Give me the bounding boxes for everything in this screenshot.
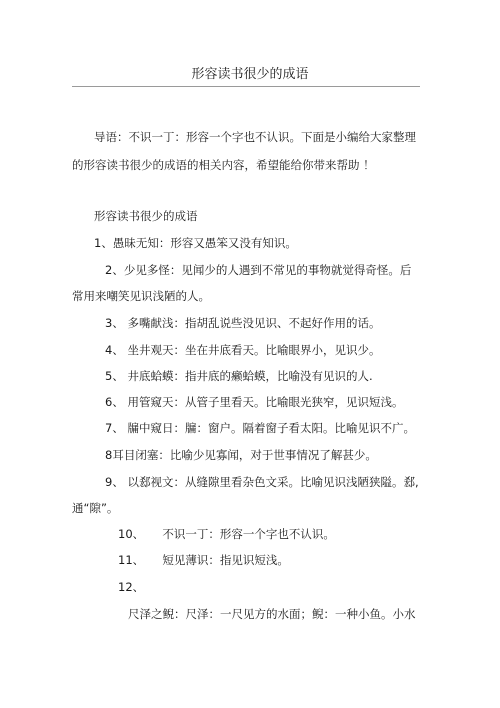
- section-heading: 形容读书很少的成语: [94, 209, 198, 223]
- list-item: 9、 以郄视文：从缝隙里看杂色文采。比喻见识浅陋狭隘。郄,: [105, 475, 419, 489]
- list-item: 尺泽之鲵：尺泽：一尺见方的水面；鲵：一种小鱼。小水: [128, 607, 416, 621]
- list-item-continuation: 常用来嘲笑见识浅陋的人。: [72, 289, 210, 303]
- document-title: 形容读书很少的成语: [191, 67, 309, 82]
- list-item: 3、 多嘴献浅：指胡乱说些没见识、不起好作用的话。: [105, 316, 381, 330]
- list-item: 5、 井底蛤蟆：指井底的癞蛤蟆，比喻没有见识的人.: [105, 369, 373, 383]
- list-item: 1、愚昧无知：形容又愚笨又没有知识。: [94, 236, 297, 250]
- list-item: 2、少见多怪：见闻少的人遇到不常见的事物就觉得奇怪。后: [105, 263, 412, 277]
- list-item: 10、 不识一丁：形容一个字也不认识。: [118, 527, 335, 541]
- list-item-continuation: 通“隙”。: [72, 501, 119, 515]
- list-item: 4、 坐井观天：坐在井底看天。比喻眼界小，见识少。: [105, 343, 381, 357]
- list-item: 8耳目闭塞：比喻少见寡闻，对于世事情况了解甚少。: [105, 448, 377, 462]
- title-divider: [72, 86, 420, 87]
- list-item: 11、 短见薄识：指见识短浅。: [118, 553, 289, 567]
- intro-line-2: 的形容读书很少的成语的相关内容，希望能给你带来帮助 ！: [72, 158, 375, 172]
- list-item: 6、 用管窥天：从管子里看天。比喻眼光狭窄，见识短浅。: [105, 395, 404, 409]
- list-item-number: 12、: [118, 580, 145, 594]
- intro-line-1: 导语：不识一丁：形容一个字也不认识。下面是小编给大家整理: [94, 130, 416, 144]
- list-item: 7、 牖中窥日：牖：窗户。隔着窗子看太阳。比喻见识不广。: [105, 421, 415, 435]
